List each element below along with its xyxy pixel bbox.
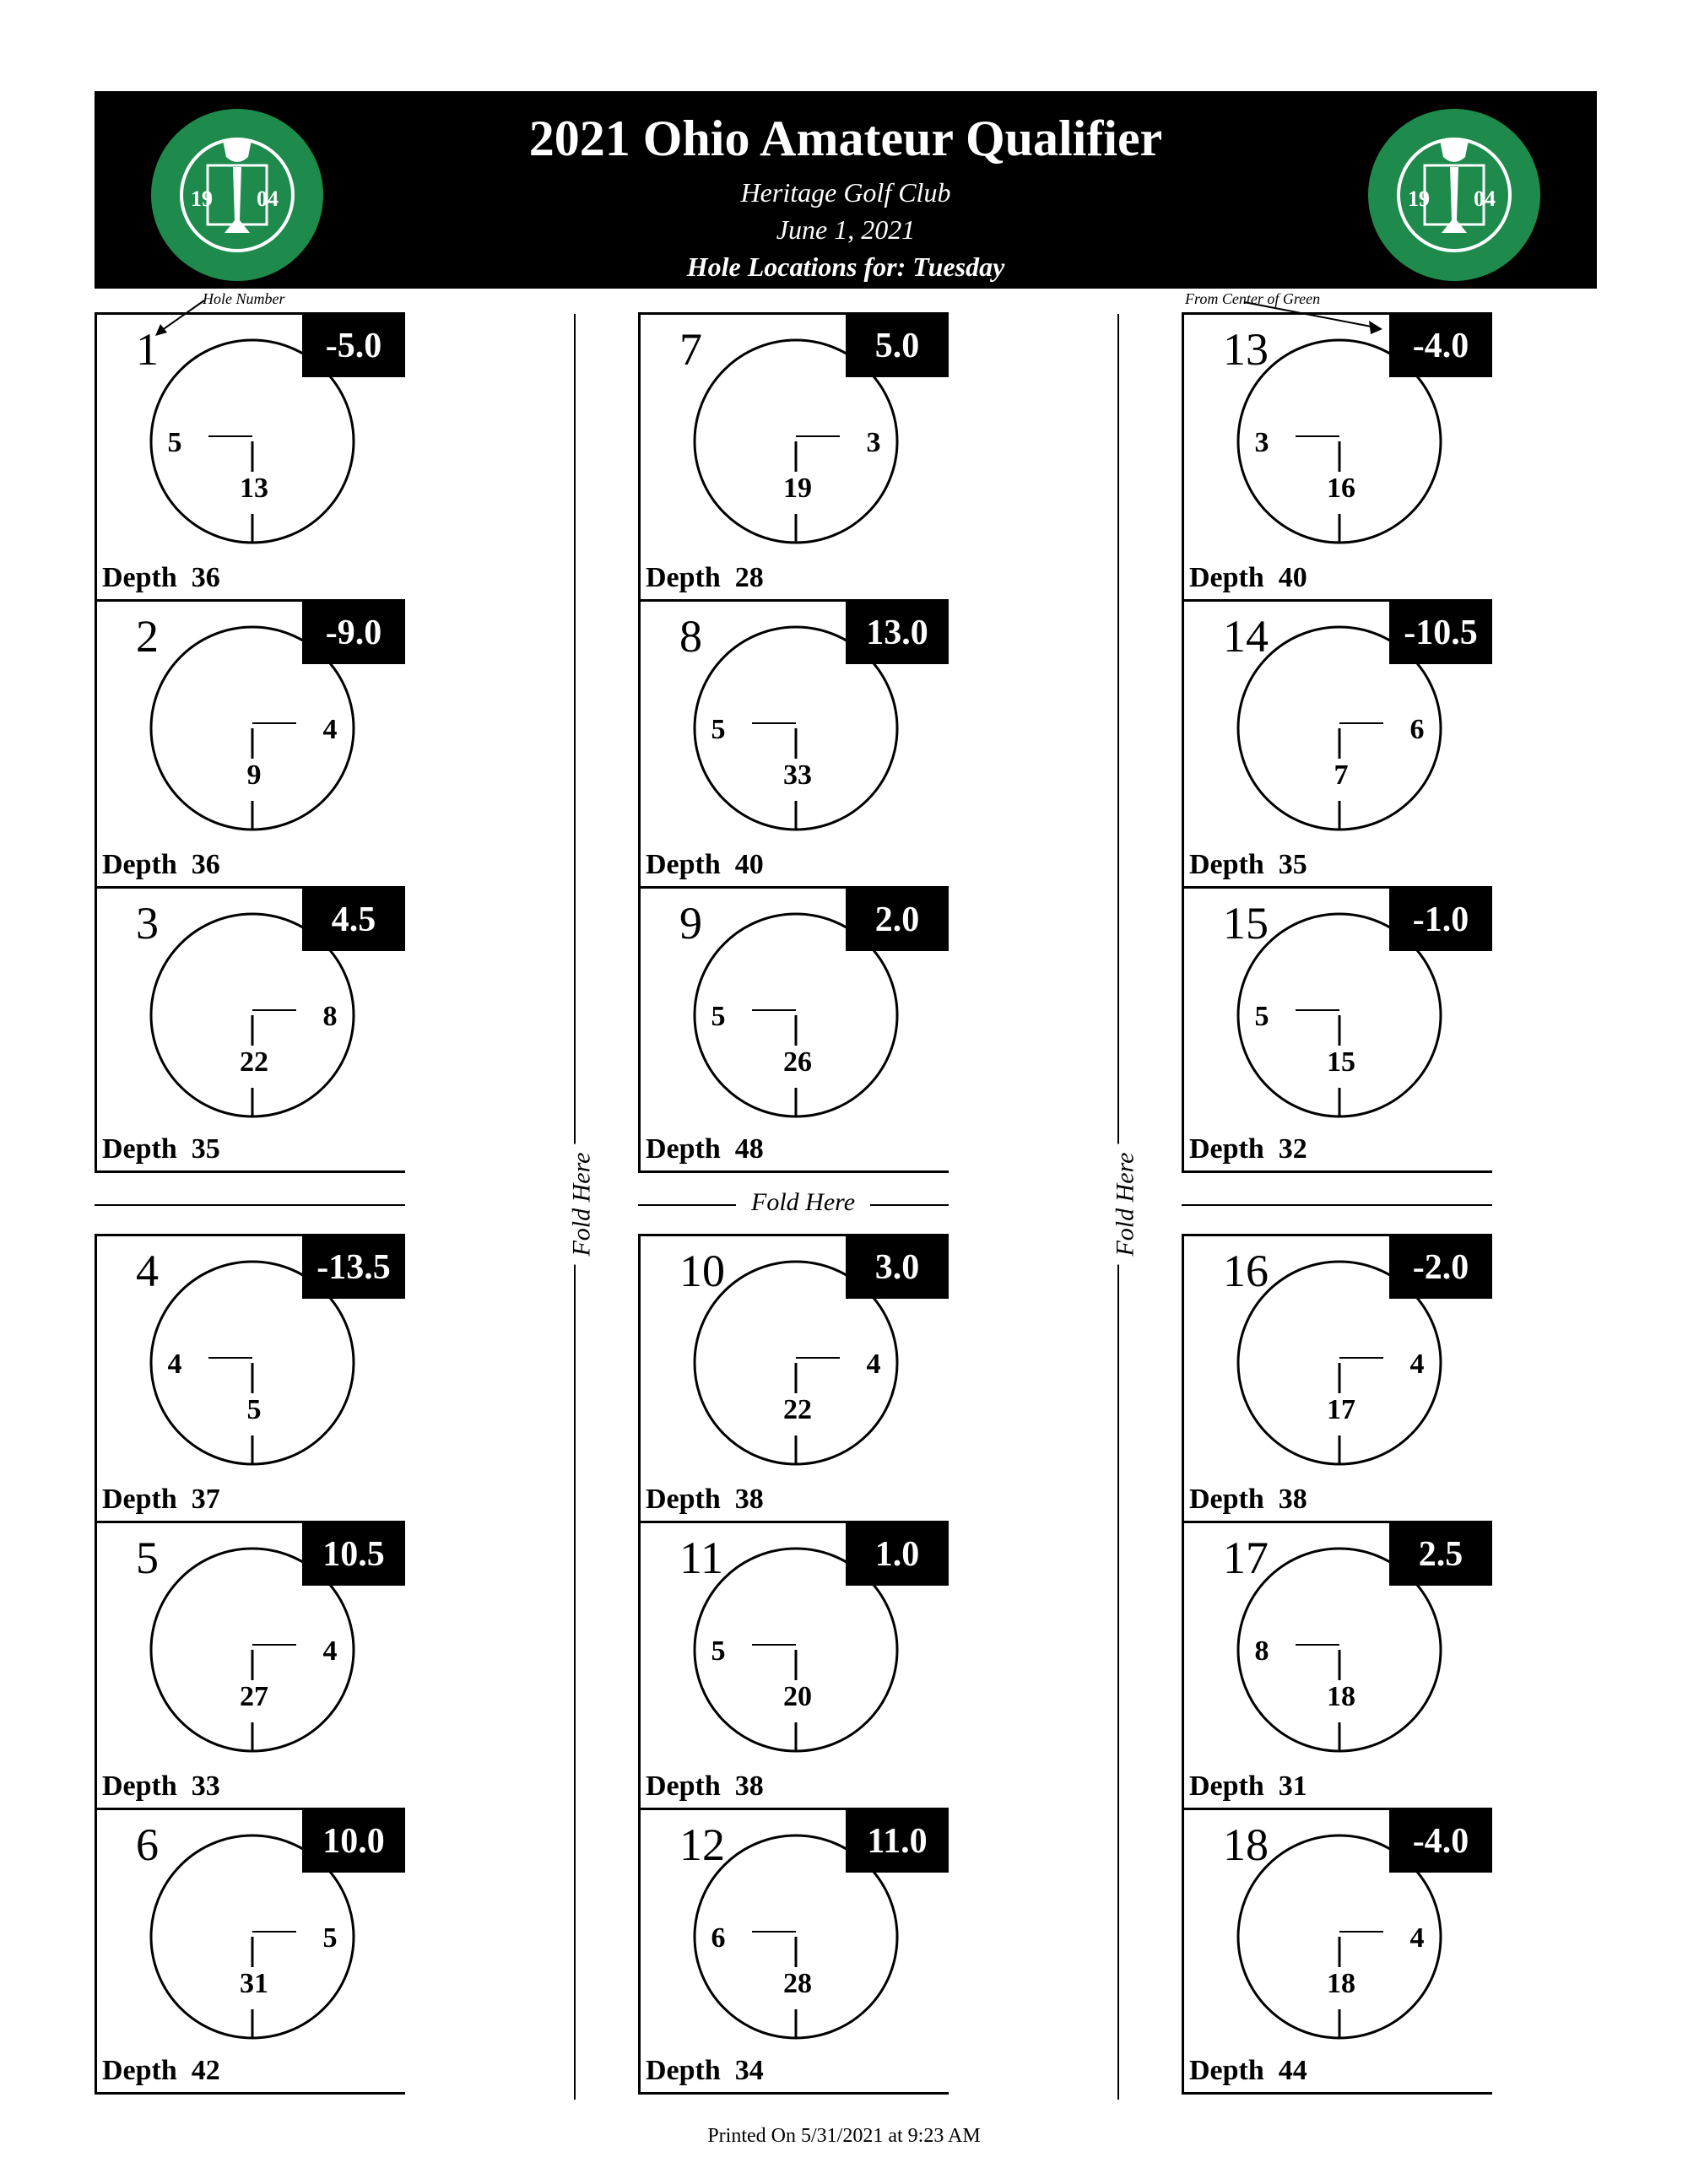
green-depth: Depth 40 <box>1189 562 1307 593</box>
hole-number: 4 <box>136 1246 159 1296</box>
hole-card <box>1182 1234 1492 1521</box>
side-distance: 4 <box>322 714 338 745</box>
oga-logo-right <box>1366 106 1543 284</box>
hole-number: 15 <box>1223 898 1269 949</box>
front-distance: 22 <box>240 1046 268 1078</box>
hole-card <box>638 1234 949 1521</box>
hole-number: 17 <box>1223 1533 1269 1583</box>
hole-number: 5 <box>136 1533 159 1583</box>
front-distance: 7 <box>1334 760 1349 791</box>
fold-label-left: Fold Here <box>568 1143 597 1264</box>
green-depth: Depth 44 <box>1189 2055 1307 2086</box>
pin-offset-badge: -9.0 <box>302 602 405 664</box>
hole-card <box>638 886 949 1173</box>
hint-hole-number: Hole Number <box>203 290 285 307</box>
hole-number: 18 <box>1223 1819 1269 1870</box>
hole-number: 14 <box>1223 611 1269 662</box>
side-distance: 3 <box>866 427 881 458</box>
side-distance: 4 <box>167 1349 182 1380</box>
hole-card <box>638 599 949 886</box>
green-depth: Depth 48 <box>646 1133 764 1165</box>
hole-card <box>638 312 949 599</box>
pin-offset-badge: -10.5 <box>1389 602 1492 664</box>
side-distance: 4 <box>1409 1349 1425 1380</box>
side-distance: 5 <box>1254 1001 1269 1032</box>
front-distance: 33 <box>783 760 812 791</box>
fold-line-h-1 <box>95 1204 405 1206</box>
logo-year-left: 19 <box>191 187 213 211</box>
pin-offset-badge: -1.0 <box>1389 889 1492 951</box>
pin-offset-badge: -4.0 <box>1389 1810 1492 1873</box>
front-distance: 18 <box>1327 1681 1355 1712</box>
hole-number: 13 <box>1223 324 1269 375</box>
front-distance: 27 <box>240 1681 268 1712</box>
hole-number: 10 <box>679 1246 725 1296</box>
page-title: 2021 Ohio Amateur Qualifier <box>528 111 1163 166</box>
pin-offset-badge: 2.5 <box>1389 1523 1492 1586</box>
front-distance: 22 <box>783 1394 812 1425</box>
hole-card <box>1182 886 1492 1173</box>
pin-offset-badge: -4.0 <box>1389 315 1492 377</box>
side-distance: 5 <box>322 1922 338 1954</box>
fold-label-right: Fold Here <box>1112 1143 1140 1264</box>
fold-label-center: Fold Here <box>736 1188 870 1217</box>
fold-line-h-3 <box>1182 1204 1492 1206</box>
green-depth: Depth 34 <box>646 2055 764 2086</box>
hole-number: 6 <box>136 1819 159 1870</box>
pin-offset-badge: -2.0 <box>1389 1236 1492 1299</box>
pin-offset-badge: 10.5 <box>302 1523 405 1586</box>
side-distance: 6 <box>1409 714 1425 745</box>
front-distance: 31 <box>240 1968 268 1999</box>
green-depth: Depth 42 <box>102 2055 220 2086</box>
course-name: Heritage Golf Club <box>740 177 951 208</box>
hole-card <box>1182 1521 1492 1808</box>
front-distance: 26 <box>783 1046 812 1078</box>
pin-offset-badge: 10.0 <box>302 1810 405 1873</box>
svg-text:04: 04 <box>1474 187 1496 211</box>
logo-year-right: 04 <box>257 187 279 211</box>
hole-card <box>638 1521 949 1808</box>
side-distance: 5 <box>711 1635 726 1667</box>
hole-number: 16 <box>1223 1246 1269 1296</box>
green-depth: Depth 40 <box>646 849 764 880</box>
header-banner <box>95 91 1597 289</box>
hole-number: 8 <box>679 611 702 662</box>
pin-offset-badge: 11.0 <box>846 1810 949 1873</box>
green-depth: Depth 38 <box>646 1770 764 1802</box>
hole-card <box>95 312 405 599</box>
printed-on: Printed On 5/31/2021 at 9:23 AM <box>707 2125 981 2147</box>
svg-text:19: 19 <box>1408 187 1430 211</box>
pin-offset-badge: 5.0 <box>846 315 949 377</box>
side-distance: 5 <box>711 1001 726 1032</box>
green-depth: Depth 36 <box>102 562 220 593</box>
pin-offset-badge: -13.5 <box>302 1236 405 1299</box>
hole-card <box>638 1808 949 2095</box>
hole-card <box>95 1234 405 1521</box>
pin-offset-badge: -5.0 <box>302 315 405 377</box>
hint-from-center: From Center of Green <box>1185 290 1321 307</box>
hole-number: 3 <box>136 898 159 949</box>
hole-card <box>1182 599 1492 886</box>
pin-offset-badge: 1.0 <box>846 1523 949 1586</box>
front-distance: 9 <box>246 760 262 791</box>
green-depth: Depth 33 <box>102 1770 220 1802</box>
front-distance: 15 <box>1327 1046 1355 1078</box>
hole-number: 11 <box>679 1533 723 1583</box>
green-depth: Depth 37 <box>102 1484 220 1515</box>
hole-card <box>95 886 405 1173</box>
green-depth: Depth 35 <box>1189 849 1307 880</box>
hole-card <box>1182 312 1492 599</box>
hole-number: 9 <box>679 898 702 949</box>
side-distance: 4 <box>322 1635 338 1667</box>
side-distance: 4 <box>866 1349 881 1380</box>
pin-offset-badge: 4.5 <box>302 889 405 951</box>
hole-card <box>95 1808 405 2095</box>
side-distance: 4 <box>1409 1922 1425 1954</box>
hole-number: 7 <box>679 324 702 375</box>
hole-card <box>1182 1808 1492 2095</box>
front-distance: 16 <box>1327 473 1355 504</box>
hole-card <box>95 1521 405 1808</box>
front-distance: 5 <box>246 1394 262 1425</box>
hole-locations-day: Hole Locations for: Tuesday <box>686 251 1005 282</box>
front-distance: 20 <box>783 1681 812 1712</box>
front-distance: 13 <box>240 473 268 504</box>
green-depth: Depth 31 <box>1189 1770 1307 1802</box>
hole-number: 2 <box>136 611 159 662</box>
green-depth: Depth 38 <box>1189 1484 1307 1515</box>
hole-number: 12 <box>679 1819 725 1870</box>
front-distance: 19 <box>783 473 812 504</box>
event-date: June 1, 2021 <box>776 214 916 245</box>
pin-offset-badge: 13.0 <box>846 602 949 664</box>
green-depth: Depth 28 <box>646 562 764 593</box>
side-distance: 5 <box>711 714 726 745</box>
green-depth: Depth 38 <box>646 1484 764 1515</box>
side-distance: 6 <box>711 1922 726 1954</box>
side-distance: 5 <box>167 427 182 458</box>
green-depth: Depth 32 <box>1189 1133 1307 1165</box>
front-distance: 28 <box>783 1968 812 1999</box>
green-depth: Depth 35 <box>102 1133 220 1165</box>
hole-number: 1 <box>136 324 159 375</box>
front-distance: 18 <box>1327 1968 1355 1999</box>
hole-card <box>95 599 405 886</box>
side-distance: 8 <box>322 1001 338 1032</box>
pin-offset-badge: 3.0 <box>846 1236 949 1299</box>
side-distance: 3 <box>1254 427 1269 458</box>
pin-offset-badge: 2.0 <box>846 889 949 951</box>
side-distance: 8 <box>1254 1635 1269 1667</box>
front-distance: 17 <box>1327 1394 1355 1425</box>
green-depth: Depth 36 <box>102 849 220 880</box>
